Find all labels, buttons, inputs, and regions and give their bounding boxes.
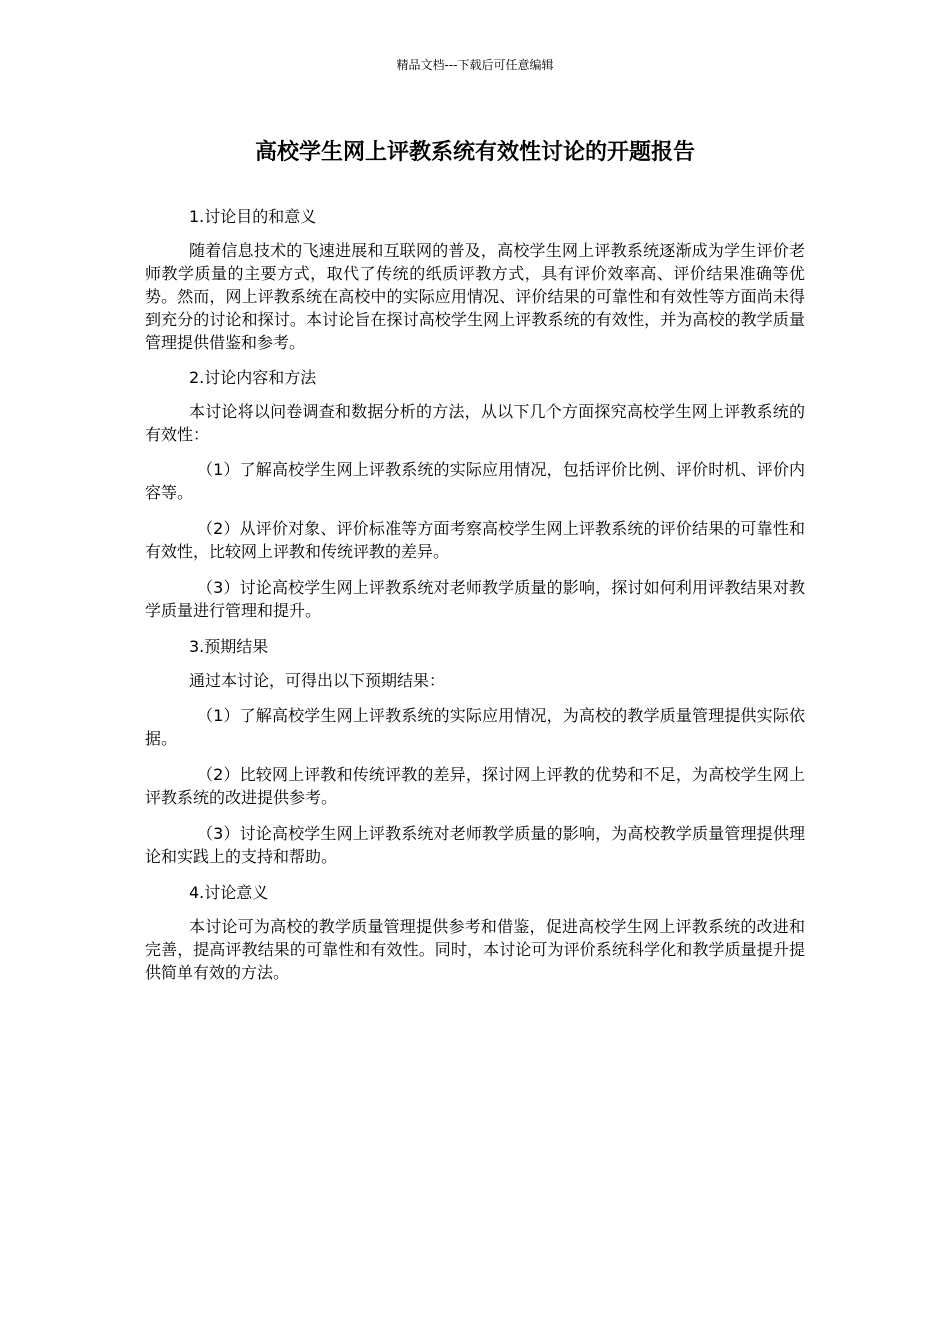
section-paragraph: 本讨论将以问卷调查和数据分析的方法，从以下几个方面探究高校学生网上评教系统的有效性：	[145, 402, 805, 444]
section-expected-results	[145, 635, 805, 868]
page-header: 精品文档---下载后可任意编辑	[396, 58, 554, 72]
section-heading: 4.讨论意义	[189, 883, 269, 902]
section-paragraph: 随着信息技术的飞速进展和互联网的普及，高校学生网上评教系统逐渐成为学生评价老师教学质量的主要方式，取代了传统的纸质评教方式，具有评价效率高、评价结果准确等优势。然而，网上评教系统在高校中的实际应用情况、评价结果的可靠性和有效性等方面尚未得到充分的讨论和探讨。本讨论旨在探讨高校学生网上评教系统的有效性，并为高校的教学质量管理提供借鉴和参考。	[145, 241, 805, 352]
section-paragraph: 本讨论可为高校的教学质量管理提供参考和借鉴，促进高校学生网上评教系统的改进和完善，提高评教结果的可靠性和有效性。同时，本讨论可为评价系统科学化和教学质量提升提供简单有效的方法。	[145, 917, 805, 982]
section-content-method	[145, 366, 805, 622]
list-item: （1）了解高校学生网上评教系统的实际应用情况，为高校的教学质量管理提供实际依据。	[145, 706, 805, 748]
section-heading: 1.讨论目的和意义	[189, 207, 317, 226]
section-significance	[145, 881, 805, 984]
document-title: 高校学生网上评教系统有效性讨论的开题报告	[254, 140, 695, 165]
section-purpose	[145, 205, 805, 354]
list-item: （3）讨论高校学生网上评教系统对老师教学质量的影响，探讨如何利用评教结果对教学质量进行管理和提升。	[145, 578, 805, 620]
list-item: （1）了解高校学生网上评教系统的实际应用情况，包括评价比例、评价时机、评价内容等。	[145, 460, 805, 502]
document-body	[145, 205, 805, 996]
section-heading: 2.讨论内容和方法	[189, 368, 317, 387]
list-item: （2）从评价对象、评价标准等方面考察高校学生网上评教系统的评价结果的可靠性和有效性，比较网上评教和传统评教的差异。	[145, 519, 805, 561]
section-paragraph: 通过本讨论，可得出以下预期结果：	[189, 671, 446, 690]
list-item: （3）讨论高校学生网上评教系统对老师教学质量的影响，为高校教学质量管理提供理论和实践上的支持和帮助。	[145, 824, 805, 866]
section-heading: 3.预期结果	[189, 637, 269, 656]
list-item: （2）比较网上评教和传统评教的差异，探讨网上评教的优势和不足，为高校学生网上评教系统的改进提供参考。	[145, 765, 805, 807]
